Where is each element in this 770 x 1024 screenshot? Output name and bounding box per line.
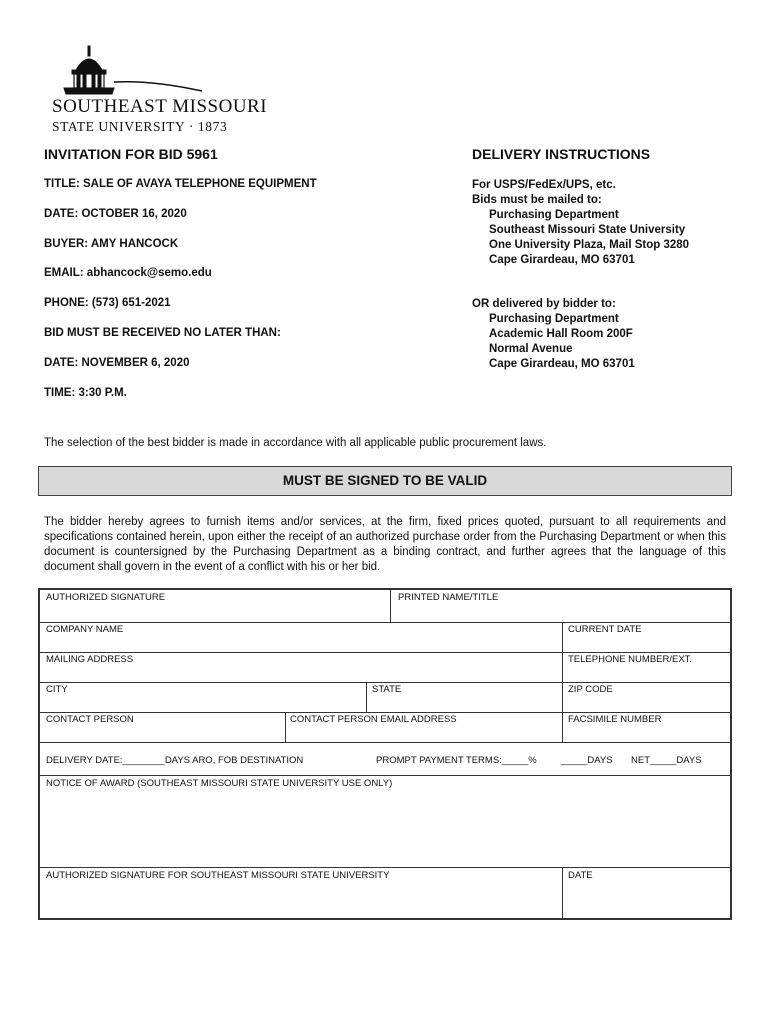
hand-delivery-block xyxy=(472,297,635,372)
university-signature-field[interactable]: AUTHORIZED SIGNATURE FOR SOUTHEAST MISSOURI STATE UNIVERSITY xyxy=(46,870,390,881)
hand-line: Cape Girardeau, MO 63701 xyxy=(489,358,635,370)
bid-date: DATE: OCTOBER 16, 2020 xyxy=(44,208,187,220)
telephone-field[interactable]: TELEPHONE NUMBER/EXT. xyxy=(568,654,693,665)
mail-line: For USPS/FedEx/UPS, etc. xyxy=(472,179,616,191)
bid-heading: INVITATION FOR BID 5961 xyxy=(44,146,218,162)
state-field[interactable]: STATE xyxy=(372,684,402,695)
university-date-field[interactable]: DATE xyxy=(568,870,593,881)
hand-line: OR delivered by bidder to: xyxy=(472,298,616,310)
bid-email: EMAIL: abhancock@semo.edu xyxy=(44,267,212,279)
hand-line: Purchasing Department xyxy=(489,313,619,325)
contact-person-field[interactable]: CONTACT PERSON xyxy=(46,714,134,725)
zip-field[interactable]: ZIP CODE xyxy=(568,684,613,695)
bid-deadline: BID MUST BE RECEIVED NO LATER THAN: xyxy=(44,327,281,339)
bid-buyer: BUYER: AMY HANCOCK xyxy=(44,238,179,250)
logo-subtitle: STATE UNIVERSITY · 1873 xyxy=(52,119,228,134)
net-days-field[interactable]: NET_____DAYS xyxy=(631,755,702,766)
mail-line: Purchasing Department xyxy=(489,209,619,221)
bid-due-time: TIME: 3:30 P.M. xyxy=(44,387,127,399)
company-name-field[interactable]: COMPANY NAME xyxy=(46,624,124,635)
mail-line: Cape Girardeau, MO 63701 xyxy=(489,254,635,266)
mailing-address-field[interactable]: MAILING ADDRESS xyxy=(46,654,134,665)
mail-line: Southeast Missouri State University xyxy=(489,224,686,236)
fax-field[interactable]: FACSIMILE NUMBER xyxy=(568,714,662,725)
mail-line: Bids must be mailed to: xyxy=(472,194,602,206)
city-field[interactable]: CITY xyxy=(46,684,68,695)
current-date-field[interactable]: CURRENT DATE xyxy=(568,624,642,635)
notice-of-award: NOTICE OF AWARD (SOUTHEAST MISSOURI STATE UNIVERSITY USE ONLY) xyxy=(46,778,393,789)
hand-line: Normal Avenue xyxy=(489,343,573,355)
mail-line: One University Plaza, Mail Stop 3280 xyxy=(489,239,690,251)
bid-due-date: DATE: NOVEMBER 6, 2020 xyxy=(44,357,190,369)
delivery-date-field[interactable]: DELIVERY DATE:________DAYS ARO, FOB DESTINATION xyxy=(46,755,304,766)
signature-banner: MUST BE SIGNED TO BE VALID xyxy=(38,466,732,496)
procurement-note: The selection of the best bidder is made in accordance with all applicable public procurement laws. xyxy=(44,437,547,449)
contact-email-field[interactable]: CONTACT PERSON EMAIL ADDRESS xyxy=(290,714,457,725)
logo-name: SOUTHEAST MISSOURI xyxy=(52,96,268,117)
payment-days-field[interactable]: _____DAYS xyxy=(561,755,613,766)
delivery-heading: DELIVERY INSTRUCTIONS xyxy=(472,146,651,162)
agreement-paragraph: The bidder hereby agrees to furnish items and/or services, at the firm, fixed prices quoted, pursuant to all requirements and specifications contained herein, upon either the receipt of an authorized purchase order from the Purchasing Department or when this document is countersigned by the Purchasing Department as a binding contract, and further agrees that the language of this document shall govern in the event of a conflict with his or her bid. xyxy=(44,516,726,573)
authorized-signature-field[interactable]: AUTHORIZED SIGNATURE xyxy=(46,592,166,603)
payment-terms-field[interactable]: PROMPT PAYMENT TERMS:_____% xyxy=(376,755,537,766)
hand-line: Academic Hall Room 200F xyxy=(489,328,633,340)
printed-name-field[interactable]: PRINTED NAME/TITLE xyxy=(398,592,499,603)
bid-phone: PHONE: (573) 651-2021 xyxy=(44,297,171,309)
mail-address-block xyxy=(472,178,689,268)
bid-title: TITLE: SALE OF AVAYA TELEPHONE EQUIPMENT xyxy=(44,178,317,190)
bid-form xyxy=(38,588,732,920)
